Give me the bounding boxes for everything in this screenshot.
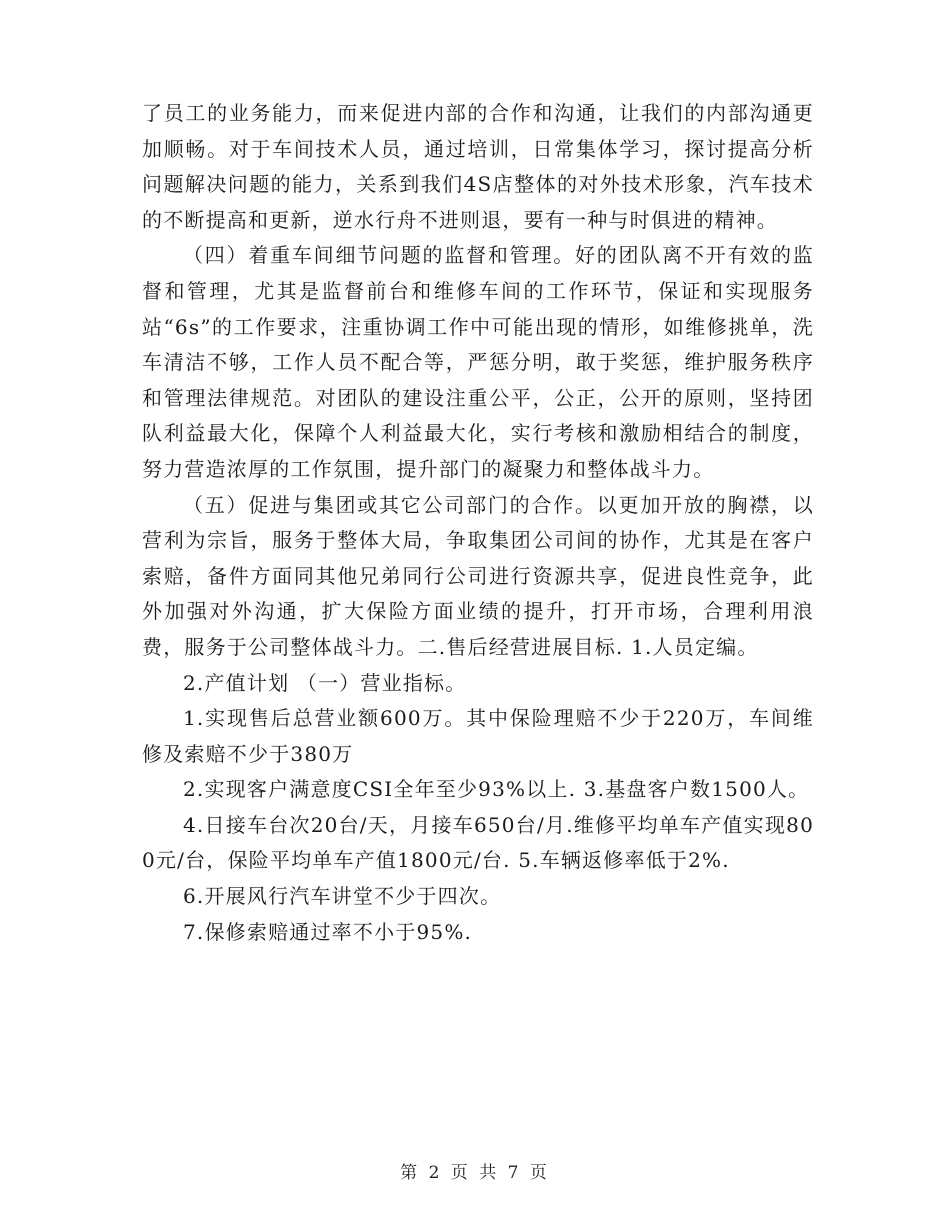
paragraph-8: 6.开展风行汽车讲堂不少于四次。	[183, 884, 502, 909]
paragraph-9: 7.保修索赔通过率不小于95%.	[183, 919, 473, 944]
paragraph-4: 2.产值计划 （一）营业指标。	[183, 670, 467, 695]
paragraph-1: 了员工的业务能力，而来促进内部的合作和沟通，让我们的内部沟通更加顺畅。对于车间技术人员，通过培训，日常集体学习，探讨提高分析问题解决问题的能力，关系到我们4S店整体的对外技术形象，汽车技术的不断提高和更新，逆水行舟不进则退，要有一种与时俱进的精神。	[142, 101, 814, 232]
paragraph-2: （四）着重车间细节问题的监督和管理。好的团队离不开有效的监督和管理，尤其是监督前台和维修车间的工作环节，保证和实现服务站“6s”的工作要求，注重协调工作中可能出现的情形，如维修挑单，洗车清洁不够，工作人员不配合等，严惩分明，敢于奖惩，维护服务秩序和管理法律规范。对团队的建设注重公平，公正，公开的原则，坚持团队利益最大化，保障个人利益最大化，实行考核和激励相结合的制度，努力营造浓厚的工作氛围，提升部门的凝聚力和整体战斗力。	[142, 243, 814, 481]
page-number-footer: 第 2 页 共 7 页	[400, 1163, 550, 1183]
paragraph-3: （五）促进与集团或其它公司部门的合作。以更加开放的胸襟，以营利为宗旨，服务于整体大局，争取集团公司间的协作，尤其是在客户索赔，备件方面同其他兄弟同行公司进行资源共享，促进良性竞争，此外加强对外沟通，扩大保险方面业绩的提升，打开市场，合理利用浪费，服务于公司整体战斗力。二.售后经营进展目标. 1.人员定编。	[142, 492, 814, 659]
paragraph-5: 1.实现售后总营业额600万。其中保险理赔不少于220万，车间维修及索赔不少于380万	[142, 706, 814, 766]
paragraph-6: 2.实现客户满意度CSI全年至少93%以上. 3.基盘客户数1500人。	[183, 777, 810, 802]
document-body	[142, 96, 814, 950]
paragraph-7: 4.日接车台次20台/天，月接车650台/月.维修平均单车产值实现800元/台，保险平均单车产值1800元/台. 5.车辆返修率低于2%.	[142, 812, 814, 873]
